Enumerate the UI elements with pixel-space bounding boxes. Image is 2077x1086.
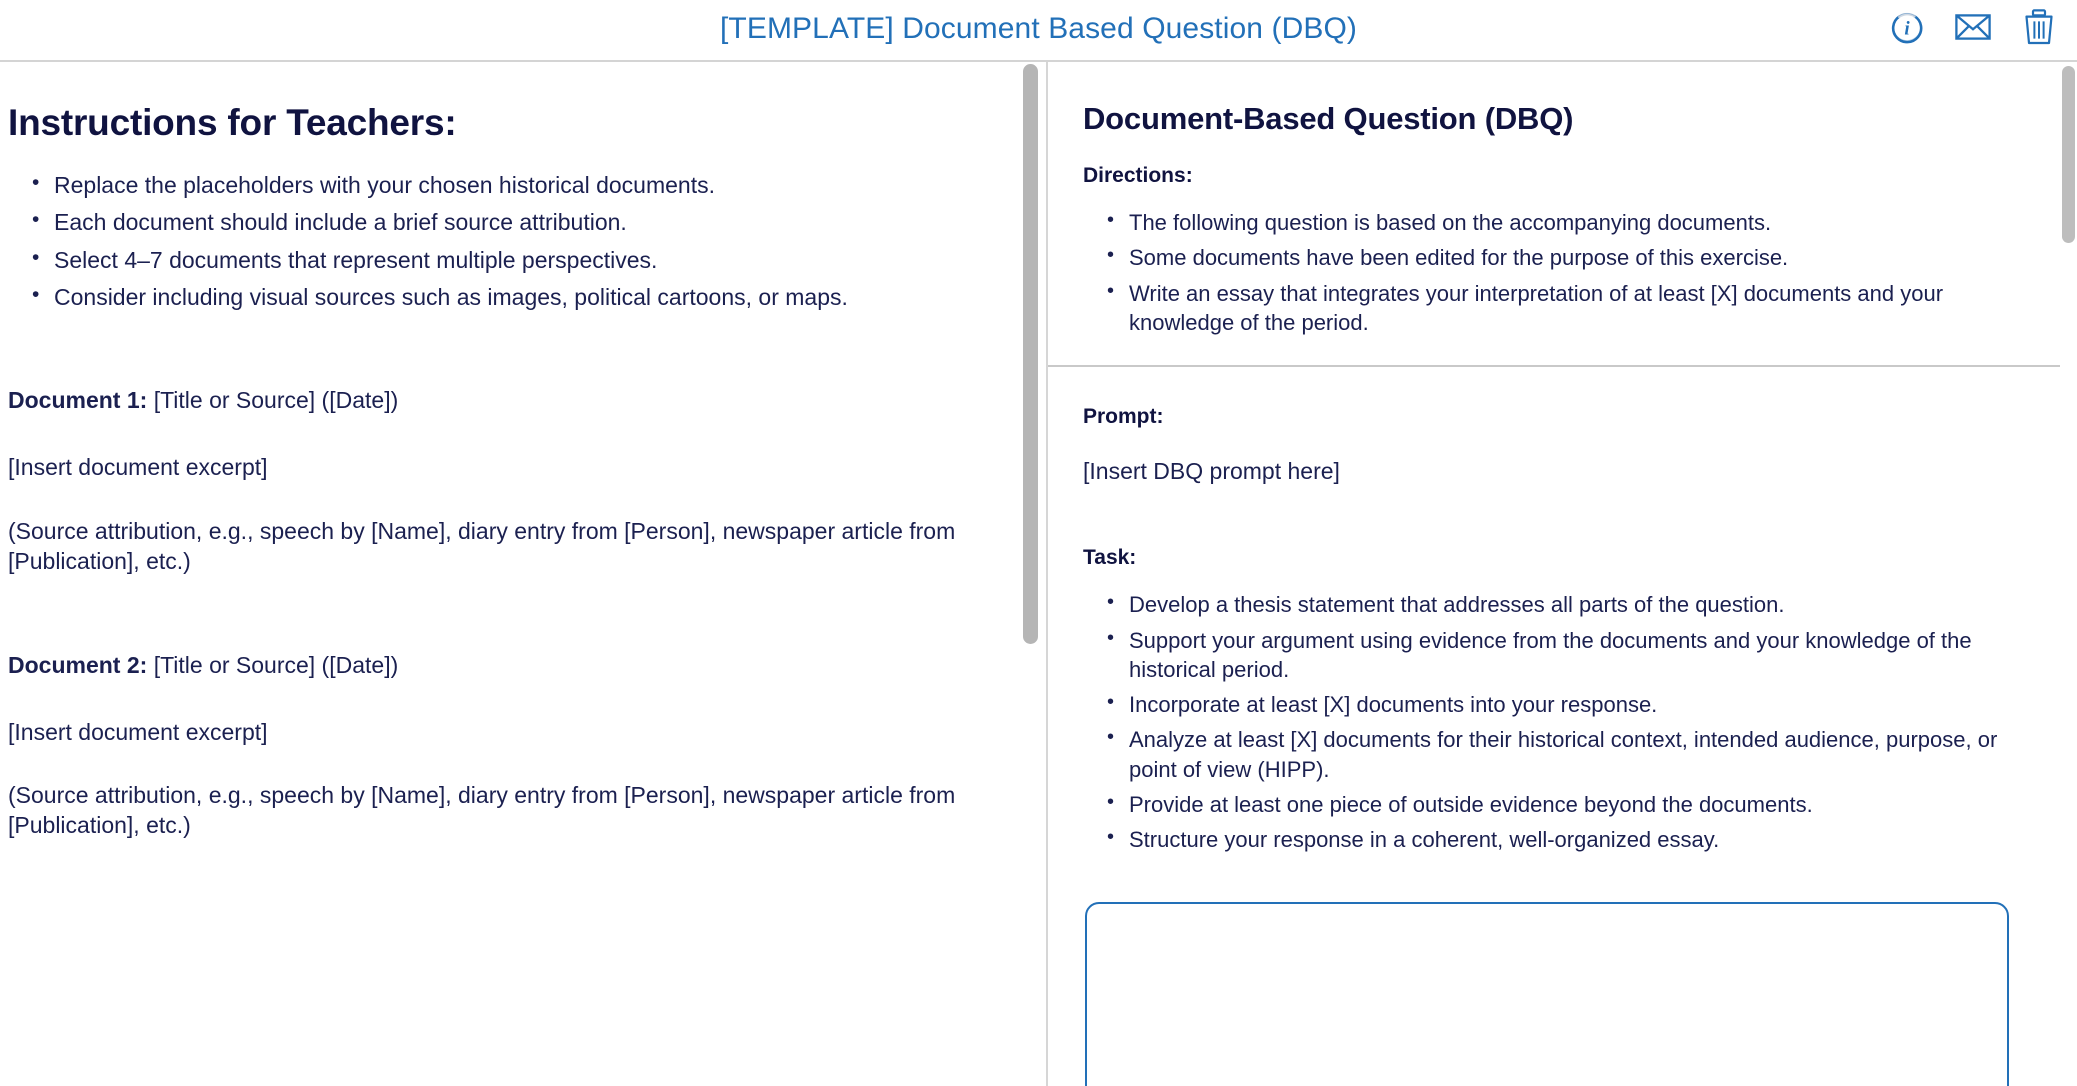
instructions-list	[8, 170, 996, 312]
list-item: • Each document should include a brief source attribution.	[54, 207, 996, 237]
trash-icon	[2024, 9, 2054, 45]
document-block-1	[8, 387, 996, 576]
document-1-excerpt: [Insert document excerpt]	[8, 454, 268, 481]
top-bar	[0, 0, 2077, 62]
directions-list	[1083, 208, 2023, 337]
mail-icon	[1955, 12, 1991, 42]
page-title: [TEMPLATE] Document Based Question (DBQ)	[719, 12, 1357, 45]
list-item: • The following question is based on the accompanying documents.	[1129, 208, 2023, 237]
info-icon	[1890, 10, 1924, 44]
top-bar-actions	[1887, 7, 2059, 47]
list-item: • Select 4–7 documents that represent multiple perspectives.	[54, 245, 996, 275]
list-item: • Some documents have been edited for the purpose of this exercise.	[1129, 243, 2023, 272]
list-item: • Support your argument using evidence from the documents and your knowledge of the historical period.	[1129, 626, 2023, 685]
prompt-label: Prompt:	[1083, 405, 1164, 428]
document-1-source: (Source attribution, e.g., speech by [Name], diary entry from [Person], newspaper article from [Publication], etc.)	[8, 517, 956, 575]
document-2-label: Document 2:	[8, 651, 148, 678]
directions-label: Directions:	[1083, 164, 1193, 187]
prompt-text: [Insert DBQ prompt here]	[1083, 458, 1340, 484]
list-item: • Incorporate at least [X] documents into your response.	[1129, 690, 2023, 719]
document-1-heading	[8, 387, 996, 414]
answer-input-box[interactable]	[1085, 902, 2009, 1086]
list-item: • Replace the placeholders with your chosen historical documents.	[54, 170, 996, 200]
list-item: • Write an essay that integrates your interpretation of at least [X] documents and your knowledge of the period.	[1129, 279, 2023, 338]
delete-button[interactable]	[2019, 7, 2059, 47]
document-2-source: (Source attribution, e.g., speech by [Name], diary entry from [Person], newspaper article from [Publication], etc.)	[8, 781, 956, 839]
list-item: • Provide at least one piece of outside evidence beyond the documents.	[1129, 790, 2023, 819]
page-scrollbar-thumb[interactable]	[2062, 66, 2075, 243]
panes-container	[0, 62, 2077, 1086]
document-2-title: [Title or Source] ([Date])	[153, 651, 399, 678]
list-item: • Analyze at least [X] documents for their historical context, intended audience, purpose, or point of view (HIPP).	[1129, 725, 2023, 784]
document-1-label: Document 1:	[8, 387, 148, 414]
document-2-excerpt: [Insert document excerpt]	[8, 718, 268, 745]
svg-text:i: i	[1904, 18, 1910, 40]
document-block-2	[8, 652, 996, 841]
task-label: Task:	[1083, 546, 1137, 570]
list-item: • Structure your response in a coherent, well-organized essay.	[1129, 825, 2023, 854]
left-panel-instructions	[0, 62, 1022, 1086]
mail-button[interactable]	[1953, 7, 1993, 47]
right-panel-dbq	[1048, 62, 2077, 1086]
list-item: • Develop a thesis statement that addresses all parts of the question.	[1129, 590, 2023, 619]
left-panel-scrollbar-thumb[interactable]	[1023, 64, 1038, 644]
info-button[interactable]	[1887, 7, 1927, 47]
task-list	[1083, 590, 2023, 854]
list-item: • Consider including visual sources such as images, political cartoons, or maps.	[54, 282, 996, 312]
dbq-heading: Document-Based Question (DBQ)	[1083, 101, 1574, 136]
document-1-title: [Title or Source] ([Date])	[153, 387, 399, 414]
document-2-heading	[8, 652, 996, 679]
instructions-heading: Instructions for Teachers:	[8, 102, 457, 143]
